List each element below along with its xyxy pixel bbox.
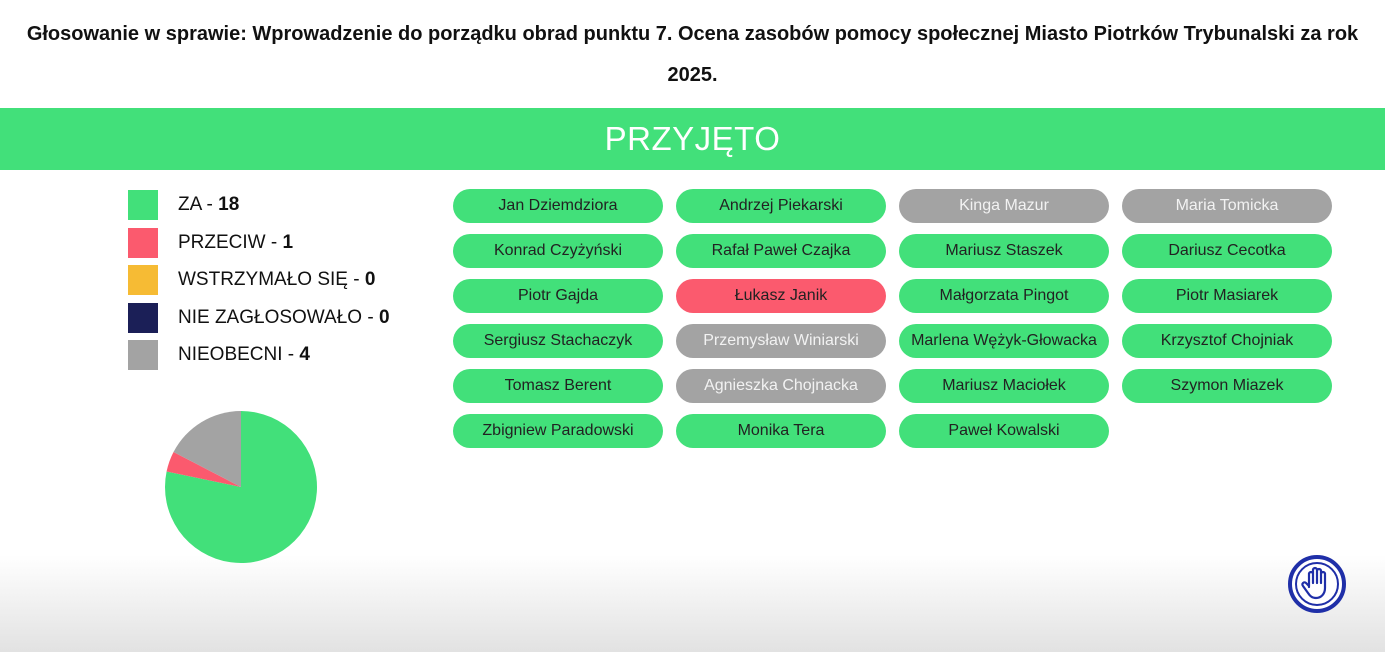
councillor-vote-pill: Małgorzata Pingot <box>899 279 1109 313</box>
legend-label-text: NIE ZAGŁOSOWAŁO - <box>178 306 379 328</box>
councillor-vote-pill: Andrzej Piekarski <box>676 189 886 223</box>
councillor-vote-pill: Mariusz Staszek <box>899 234 1109 268</box>
legend-label-text: NIEOBECNI - <box>178 344 300 365</box>
legend-label-text: PRZECIW - <box>178 231 283 253</box>
legend-count: 0 <box>378 306 390 328</box>
legend-label <box>178 344 310 366</box>
legend-count: 0 <box>364 269 376 290</box>
legend-item-nie-zaglosowalo <box>128 303 390 333</box>
legend-swatch <box>128 340 158 370</box>
legend-label-text: ZA - <box>178 194 219 215</box>
councillor-grid <box>453 189 1332 448</box>
vote-pie-chart <box>164 410 318 564</box>
legend-swatch <box>128 265 158 295</box>
legend-label <box>178 269 375 291</box>
legend-swatch <box>128 303 158 333</box>
legend-count: 18 <box>218 194 240 215</box>
councillor-vote-pill: Dariusz Cecotka <box>1122 234 1332 268</box>
legend-item-przeciw <box>128 228 390 258</box>
result-banner: PRZYJĘTO <box>0 108 1385 170</box>
page-title: Głosowanie w sprawie: Wprowadzenie do porządku obrad punktu 7. Ocena zasobów pomocy społecznej Miasto Piotrków Trybunalski za rok 2025. <box>26 23 1359 86</box>
councillor-vote-pill: Szymon Miazek <box>1122 369 1332 403</box>
councillor-vote-pill: Monika Tera <box>676 414 886 448</box>
legend-label <box>178 194 239 216</box>
councillor-vote-pill: Rafał Paweł Czajka <box>676 234 886 268</box>
councillor-vote-pill: Tomasz Berent <box>453 369 663 403</box>
councillor-vote-pill: Zbigniew Paradowski <box>453 414 663 448</box>
legend-count: 1 <box>282 231 294 253</box>
legend-count: 4 <box>299 344 310 365</box>
councillor-vote-pill: Krzysztof Chojniak <box>1122 324 1332 358</box>
councillor-vote-pill: Marlena Wężyk-Głowacka <box>899 324 1109 358</box>
legend-item-nieobecni <box>128 340 390 370</box>
legend <box>128 190 390 378</box>
legend-item-za <box>128 190 390 220</box>
councillor-vote-pill: Paweł Kowalski <box>899 414 1109 448</box>
councillor-vote-pill: Mariusz Maciołek <box>899 369 1109 403</box>
councillor-vote-pill: Sergiusz Stachaczyk <box>453 324 663 358</box>
councillor-vote-pill: Konrad Czyżyński <box>453 234 663 268</box>
councillor-vote-pill: Piotr Gajda <box>453 279 663 313</box>
councillor-vote-pill: Agnieszka Chojnacka <box>676 369 886 403</box>
legend-swatch <box>128 228 158 258</box>
legend-swatch <box>128 190 158 220</box>
councillor-vote-pill: Kinga Mazur <box>899 189 1109 223</box>
legend-label <box>178 307 390 329</box>
councillor-vote-pill: Maria Tomicka <box>1122 189 1332 223</box>
legend-label-text: WSTRZYMAŁO SIĘ - <box>178 269 365 290</box>
councillor-vote-pill: Jan Dziemdziora <box>453 189 663 223</box>
councillor-vote-pill: Piotr Masiarek <box>1122 279 1332 313</box>
raised-hand-icon <box>1287 554 1347 614</box>
legend-item-wstrzymalo <box>128 265 390 295</box>
councillor-vote-pill: Łukasz Janik <box>676 279 886 313</box>
legend-label <box>178 232 293 254</box>
councillor-vote-pill: Przemysław Winiarski <box>676 324 886 358</box>
